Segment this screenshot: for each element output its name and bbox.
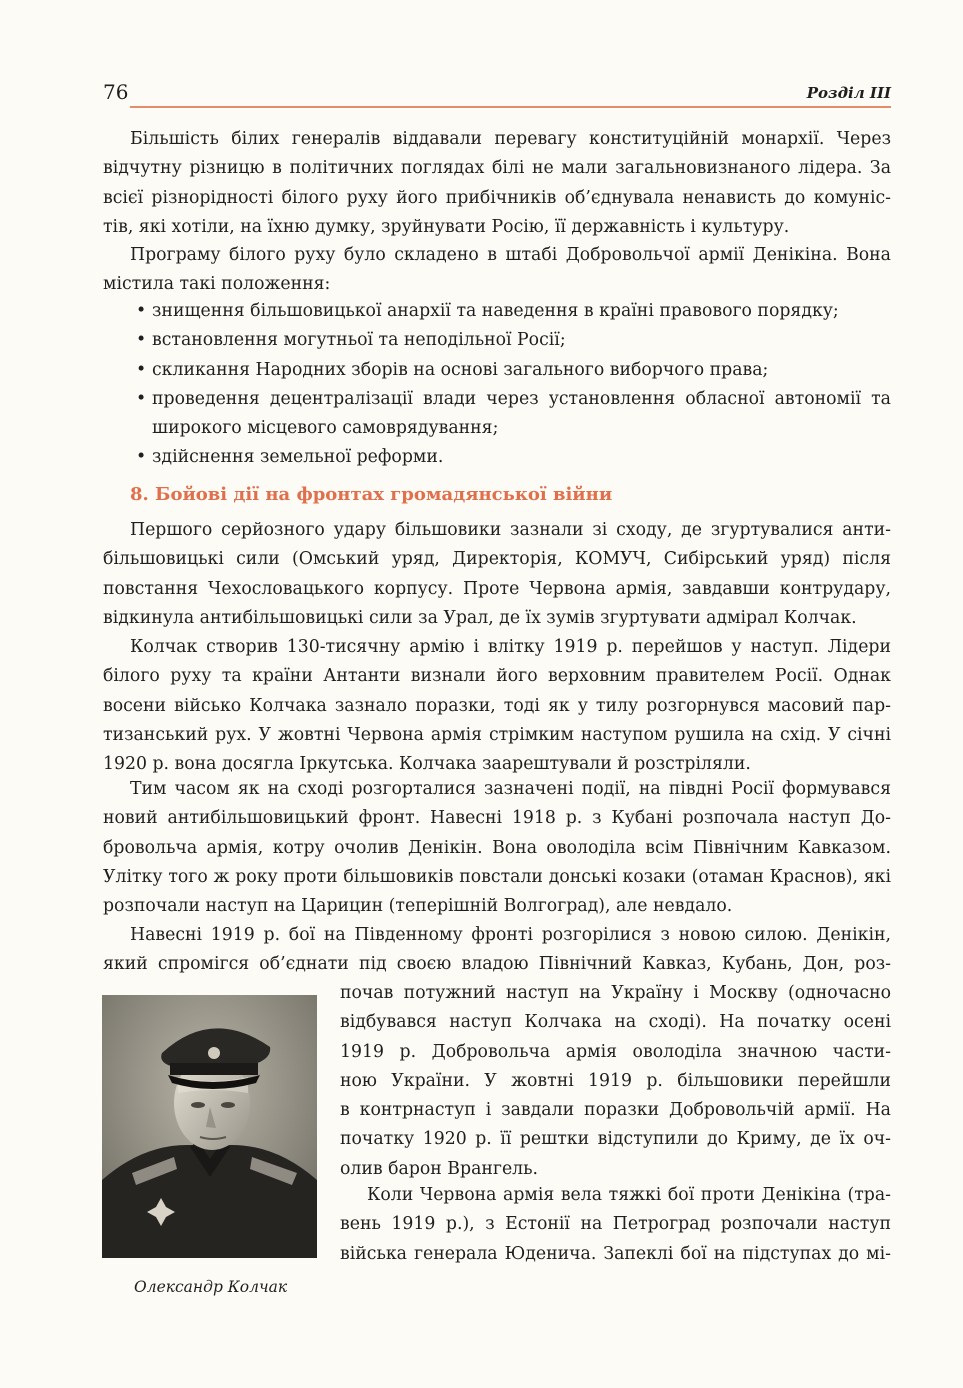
text-line: Навесні 1919 р. бої на Південному фронті розгорілися з новою силою. Денікін, [130, 925, 891, 945]
list-item: • знищення більшовицької анархії та наведення в країні правового порядку; [130, 297, 891, 326]
text-line: в контрнаступ і завдали поразки Добровольчій армії. На [340, 1100, 891, 1121]
text-line: ною України. У жовтні 1919 р. більшовики перейшли [340, 1070, 891, 1091]
list-item: • проведення децентралізації влади через установлення обласної автономії та широкого місцевого самоврядування; [130, 385, 891, 444]
text-line: восени військо Колчака зазнало поразки, тоді як у тилу розгорнувся масовий пар- [103, 695, 891, 716]
list-item: • скликання Народних зборів на основі загального виборчого права; [130, 356, 891, 385]
text-line: який спромігся об’єднати під своєю владою Північний Кавказ, Кубань, Дон, роз- [103, 954, 891, 975]
text-line: бровольча армія, котру очолив Денікін. Вона оволоділа всім Північним Кавказом. [103, 837, 891, 858]
text-line: тизанський рух. У жовтні Червона армія стрімким наступом рушила на схід. У січні [103, 724, 891, 745]
text-line: тів, які хотіли, на їхню думку, зруйнувати Росію, її державність і культуру. [103, 216, 790, 237]
text-line: Колчак створив 130-тисячну армію і влітку 1919 р. перейшов у наступ. Лідери [130, 637, 891, 657]
intro-paragraph-1 [103, 125, 891, 242]
section-paragraph-1 [103, 516, 891, 633]
text-line: відкинула антибільшовицькі сили за Урал, де їх зумів згуртувати адмірал Колчак. [103, 607, 857, 628]
text-line: Першого серйозного удару більшовики зазнали зі сходу, де згуртувалися анти- [130, 520, 891, 540]
text-line: Улітку того ж року проти більшовиків повстали донські козаки (отаман Краснов), які [103, 866, 891, 887]
text-line: вень 1919 р.), з Естонії на Петроград розпочали наступ [340, 1214, 891, 1235]
text-line: Коли Червона армія вела тяжкі бої проти Денікіна (тра- [367, 1185, 891, 1205]
text-line: початку 1920 р. її рештки відступили до Криму, де їх оч- [340, 1129, 891, 1150]
text-line: Більшість білих генералів віддавали перевагу конституційній монархії. Через [130, 129, 891, 149]
section-paragraph-3 [103, 775, 891, 921]
text-line: розпочали наступ на Царицин (теперішній Волгоград), але невдало. [103, 896, 733, 917]
text-line: почав потужний наступ на Україну і Москву (одночасно [340, 983, 891, 1003]
text-line: 1920 р. вона досягла Іркутська. Колчака заарештували й розстріляли. [103, 754, 751, 775]
text-line: Тим часом як на сході розгорталися зазначені події, на півдні Росії формувався [130, 779, 891, 799]
text-line: містила такі положення: [103, 274, 331, 295]
section-paragraph-4 [103, 921, 891, 980]
section-paragraph-5 [340, 1181, 891, 1269]
section-heading: 8. Бойові дії на фронтах громадянської війни [130, 484, 613, 505]
list-item: • встановлення могутньої та неподільної Росії; [130, 326, 891, 355]
section-label: Розділ III [806, 84, 891, 102]
text-line: відчутну різницю в політичних поглядах білі не мали загальновизнаного лідера. За [103, 158, 891, 179]
page-number: 76 [103, 80, 129, 104]
portrait-caption: Олександр Колчак [134, 1278, 288, 1296]
kolchak-portrait [102, 995, 317, 1258]
section-paragraph-4-wrap [340, 979, 891, 1184]
text-line: війська генерала Юденича. Запеклі бої на підступах до мі- [340, 1243, 891, 1264]
program-bullet-list [130, 297, 891, 473]
text-line: відбувався наступ Колчака на сході). На початку осені [340, 1012, 891, 1033]
text-line: більшовицькі сили (Омський уряд, Директорія, КОМУЧ, Сибірський уряд) після [103, 549, 891, 570]
section-paragraph-2 [103, 633, 891, 779]
text-line: повстання Чехословацького корпусу. Проте Червона армія, завдавши контрудару, [103, 578, 891, 599]
text-line: білого руху та країни Антанти визнали його верховним правителем Росії. Однак [103, 666, 891, 687]
text-line: олив барон Врангель. [340, 1158, 539, 1179]
text-line: всієї різнорідності білого руху його прибічників об’єднувала ненависть до комуніс- [103, 187, 891, 208]
header-rule [130, 106, 891, 108]
text-line: новий антибільшовицький фронт. Навесні 1918 р. з Кубані розпочала наступ До- [103, 808, 891, 829]
text-line: 1919 р. Добровольча армія оволоділа значною части- [340, 1041, 891, 1062]
list-item: • здійснення земельної реформи. [130, 443, 891, 472]
text-line: Програму білого руху було складено в штабі Добровольчої армії Денікіна. Вона [130, 245, 891, 265]
intro-paragraph-2 [103, 241, 891, 300]
